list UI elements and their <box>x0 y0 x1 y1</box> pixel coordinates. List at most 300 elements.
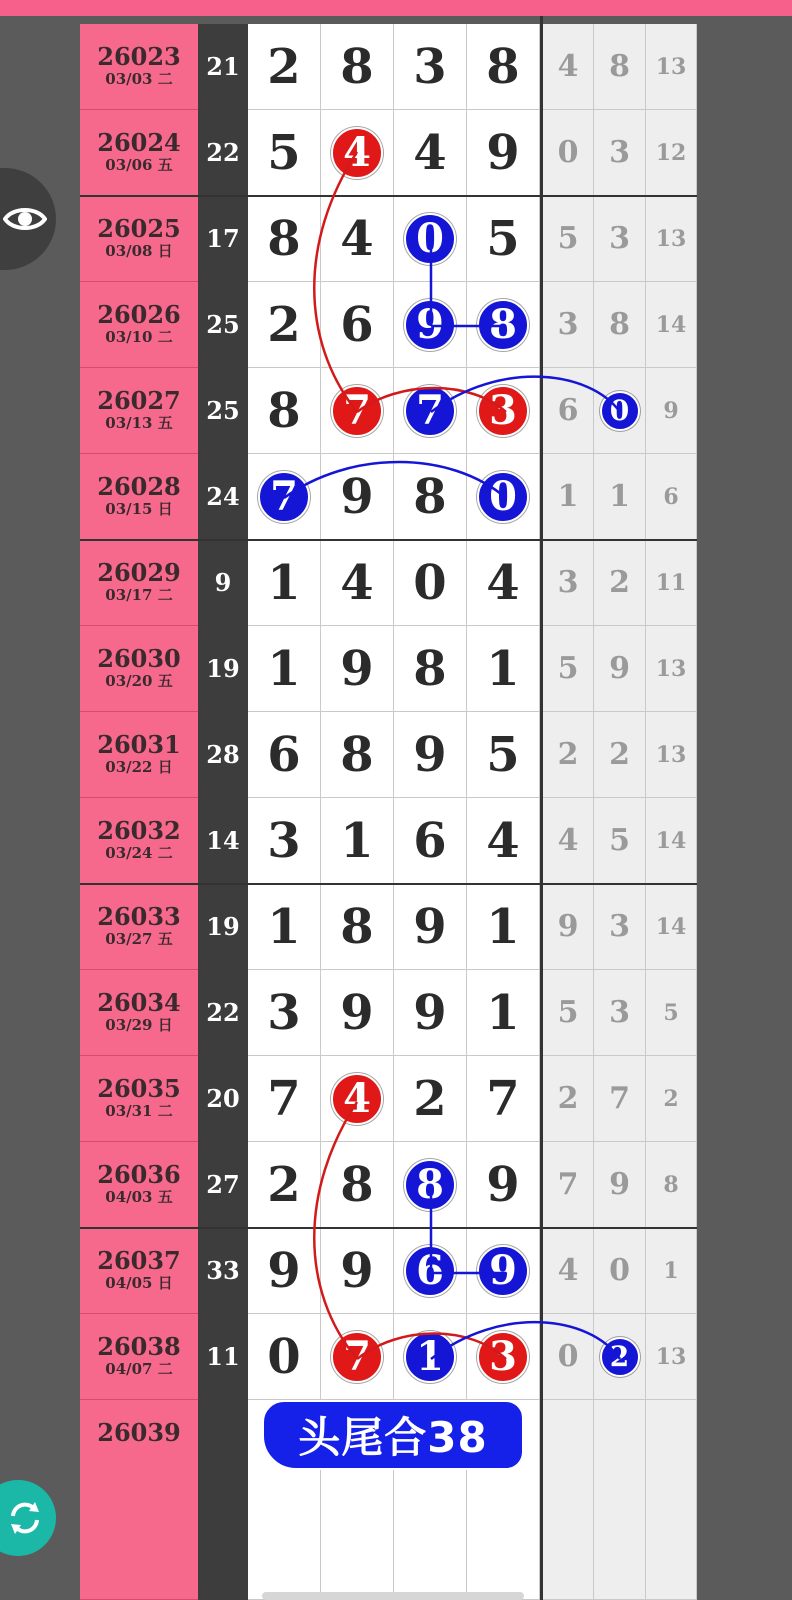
stat-cell <box>594 24 646 110</box>
digit-cell <box>321 626 394 712</box>
issue-cell <box>80 712 198 798</box>
digit-value: 9 <box>486 124 520 181</box>
digit-value: 9 <box>340 1242 374 1299</box>
stat-value: 1 <box>557 479 579 514</box>
red-number-ball: 4 <box>331 127 383 179</box>
stat-cell <box>646 282 697 368</box>
digit-cell <box>321 196 394 282</box>
stat-cell <box>594 884 646 970</box>
digit-cell <box>321 884 394 970</box>
issue-number: 26038 <box>97 1332 181 1361</box>
sum-cell: 20 <box>198 1056 248 1142</box>
stat-value: 5 <box>557 651 579 686</box>
digit-cell <box>321 1142 394 1228</box>
issue-date: 03/29 日 <box>105 1016 173 1034</box>
stat-cell <box>646 1314 697 1400</box>
digit-cell <box>248 540 321 626</box>
digit-cell <box>248 970 321 1056</box>
red-number-ball: 3 <box>477 385 529 437</box>
issue-number: 26035 <box>97 1074 181 1103</box>
digit-cell <box>248 884 321 970</box>
digit-cell <box>248 798 321 884</box>
sum-cell: 17 <box>198 196 248 282</box>
stat-value: 4 <box>557 823 579 858</box>
digit-cell <box>394 368 467 454</box>
stat-cell <box>646 798 697 884</box>
eye-icon <box>3 204 47 234</box>
digit-value: 1 <box>267 640 301 697</box>
sum-badge: 头尾合38 <box>262 1400 524 1470</box>
digit-cell <box>321 540 394 626</box>
digit-value: 8 <box>340 726 374 783</box>
digit-cell <box>394 1228 467 1314</box>
sum-cell: 33 <box>198 1228 248 1314</box>
issue-number: 26036 <box>97 1160 181 1189</box>
digit-cell <box>394 1314 467 1400</box>
issue-number: 26037 <box>97 1246 181 1275</box>
issue-cell <box>80 196 198 282</box>
digit-cell <box>467 24 540 110</box>
digit-cell <box>394 798 467 884</box>
digit-value: 0 <box>267 1328 301 1385</box>
issue-number: 26026 <box>97 300 181 329</box>
blue-number-ball: 9 <box>477 1245 529 1297</box>
digit-value: 8 <box>486 38 520 95</box>
stat-cell <box>594 712 646 798</box>
digit-cell <box>394 970 467 1056</box>
stat-cell <box>646 626 697 712</box>
stat-value: 5 <box>557 221 579 256</box>
digit-cell <box>394 282 467 368</box>
sum-cell: 22 <box>198 970 248 1056</box>
issue-number: 26024 <box>97 128 181 157</box>
stat-cell <box>543 1228 594 1314</box>
stat-value: 14 <box>655 827 687 854</box>
issue-cell <box>80 454 198 540</box>
digit-value: 2 <box>267 1156 301 1213</box>
digit-value: 1 <box>486 640 520 697</box>
stat-value: 13 <box>655 1343 687 1370</box>
digit-value: 3 <box>413 38 447 95</box>
issue-cell <box>80 1400 198 1600</box>
stat-cell <box>646 1056 697 1142</box>
digit-cell <box>467 1056 540 1142</box>
issue-date: 03/31 二 <box>105 1102 173 1120</box>
blue-number-ball: 8 <box>477 299 529 351</box>
digit-cell <box>467 1314 540 1400</box>
stat-cell <box>543 884 594 970</box>
issue-cell <box>80 884 198 970</box>
digit-value: 9 <box>340 984 374 1041</box>
issue-date: 03/20 五 <box>105 672 173 690</box>
sum-cell <box>198 1400 248 1600</box>
digit-cell <box>248 24 321 110</box>
digit-cell <box>321 798 394 884</box>
digit-value: 8 <box>413 468 447 525</box>
issue-cell <box>80 1056 198 1142</box>
digit-value: 1 <box>486 898 520 955</box>
digit-cell <box>321 1056 394 1142</box>
issue-number: 26039 <box>97 1418 181 1447</box>
stat-cell <box>543 1056 594 1142</box>
refresh-icon <box>5 1498 45 1538</box>
digit-cell <box>394 884 467 970</box>
stat-value: 5 <box>609 823 630 858</box>
sum-cell: 21 <box>198 24 248 110</box>
digit-value: 4 <box>486 554 520 611</box>
right-margin <box>697 16 792 1600</box>
stat-cell <box>543 1142 594 1228</box>
digit-cell <box>394 24 467 110</box>
digit-cell <box>394 1056 467 1142</box>
digit-value: 7 <box>486 1070 520 1127</box>
issue-date: 03/06 五 <box>105 156 173 174</box>
sum-cell: 19 <box>198 884 248 970</box>
digit-cell <box>467 970 540 1056</box>
blue-number-ball: 0 <box>404 213 456 265</box>
digit-cell <box>248 282 321 368</box>
stat-value: 13 <box>655 53 687 80</box>
digit-value: 2 <box>267 296 301 353</box>
stat-value: 8 <box>663 1171 679 1198</box>
stat-value: 2 <box>663 1085 679 1112</box>
issue-number: 26027 <box>97 386 181 415</box>
issue-cell <box>80 798 198 884</box>
digit-value: 9 <box>413 726 447 783</box>
column-separator <box>540 16 543 1600</box>
stat-value: 3 <box>557 307 579 342</box>
digit-cell <box>467 1228 540 1314</box>
group-separator <box>80 539 697 541</box>
stat-value: 5 <box>663 999 679 1026</box>
digit-value: 6 <box>340 296 374 353</box>
digit-cell <box>248 454 321 540</box>
digit-cell <box>321 282 394 368</box>
issue-date: 03/03 二 <box>105 70 173 88</box>
stat-value: 5 <box>557 995 579 1030</box>
stat-cell <box>646 1142 697 1228</box>
stat-value: 6 <box>663 483 679 510</box>
digit-cell <box>321 454 394 540</box>
issue-number: 26025 <box>97 214 181 243</box>
stat-value: 11 <box>655 569 687 596</box>
stat-cell <box>594 1228 646 1314</box>
issue-number: 26034 <box>97 988 181 1017</box>
issue-cell <box>80 24 198 110</box>
issue-number: 26033 <box>97 902 181 931</box>
stat-cell <box>646 540 697 626</box>
stat-cell <box>646 712 697 798</box>
horizontal-scrollbar[interactable] <box>262 1592 524 1600</box>
digit-cell <box>467 712 540 798</box>
blue-number-ball: 1 <box>404 1331 456 1383</box>
issue-number: 26032 <box>97 816 181 845</box>
issue-number: 26029 <box>97 558 181 587</box>
digit-cell <box>321 368 394 454</box>
digit-cell <box>248 1228 321 1314</box>
digit-value: 5 <box>486 726 520 783</box>
stat-cell <box>646 1228 697 1314</box>
sum-cell: 25 <box>198 368 248 454</box>
stat-value: 3 <box>609 995 630 1030</box>
stat-cell <box>543 712 594 798</box>
blue-number-ball: 8 <box>404 1159 456 1211</box>
issue-cell <box>80 1142 198 1228</box>
stat-value: 9 <box>609 1167 630 1202</box>
stat-value: 0 <box>557 135 579 170</box>
digit-value: 0 <box>413 554 447 611</box>
stat-value: 3 <box>609 135 630 170</box>
stat-cell <box>646 970 697 1056</box>
stat-cell <box>543 454 594 540</box>
digit-cell <box>321 110 394 196</box>
red-number-ball: 7 <box>331 385 383 437</box>
red-number-ball: 3 <box>477 1331 529 1383</box>
stat-cell <box>543 626 594 712</box>
issue-date: 03/22 日 <box>105 758 173 776</box>
stat-cell <box>594 1056 646 1142</box>
stat-cell <box>543 196 594 282</box>
stat-value: 6 <box>557 393 579 428</box>
stat-value: 13 <box>655 655 687 682</box>
stat-value: 8 <box>609 307 630 342</box>
blue-number-ball: 0 <box>477 471 529 523</box>
digit-value: 3 <box>267 812 301 869</box>
group-separator <box>80 1227 697 1229</box>
digit-cell <box>248 110 321 196</box>
digit-cell <box>321 24 394 110</box>
digit-cell <box>394 454 467 540</box>
issue-date: 03/08 日 <box>105 242 173 260</box>
digit-value: 6 <box>267 726 301 783</box>
digit-value: 9 <box>413 984 447 1041</box>
blue-number-ball: 2 <box>600 1337 640 1377</box>
stat-value: 0 <box>609 1253 630 1288</box>
stat-value: 12 <box>655 139 687 166</box>
digit-value: 4 <box>340 554 374 611</box>
issue-number: 26028 <box>97 472 181 501</box>
issue-cell <box>80 1314 198 1400</box>
digit-value: 7 <box>267 1070 301 1127</box>
digit-cell <box>467 454 540 540</box>
issue-date: 03/13 五 <box>105 414 173 432</box>
digit-value: 8 <box>340 38 374 95</box>
stat-cell <box>594 626 646 712</box>
group-separator <box>80 883 697 885</box>
digit-value: 9 <box>267 1242 301 1299</box>
digit-value: 4 <box>340 210 374 267</box>
digit-cell <box>394 110 467 196</box>
stat-value: 3 <box>557 565 579 600</box>
stat-value: 4 <box>557 1253 579 1288</box>
digit-cell <box>467 626 540 712</box>
digit-value: 9 <box>486 1156 520 1213</box>
digit-cell <box>467 368 540 454</box>
stat-cell <box>543 798 594 884</box>
blue-number-ball: 9 <box>404 299 456 351</box>
group-separator <box>80 195 697 197</box>
stat-cell <box>543 368 594 454</box>
stat-value: 2 <box>609 565 630 600</box>
stat-cell <box>646 884 697 970</box>
digit-cell <box>248 626 321 712</box>
digit-cell <box>394 712 467 798</box>
digit-cell <box>394 196 467 282</box>
stat-value: 8 <box>609 49 630 84</box>
issue-date: 03/15 日 <box>105 500 173 518</box>
digit-value: 9 <box>413 898 447 955</box>
stat-value: 9 <box>609 651 630 686</box>
stat-cell <box>594 970 646 1056</box>
stat-cell <box>646 110 697 196</box>
issue-cell <box>80 540 198 626</box>
sum-cell: 24 <box>198 454 248 540</box>
issue-number: 26031 <box>97 730 181 759</box>
issue-date: 03/24 二 <box>105 844 173 862</box>
sum-cell: 11 <box>198 1314 248 1400</box>
stat-cell <box>594 540 646 626</box>
digit-cell <box>467 282 540 368</box>
stat-cell <box>646 1400 697 1600</box>
issue-date: 04/07 二 <box>105 1360 173 1378</box>
stat-cell <box>594 196 646 282</box>
digit-value: 2 <box>267 38 301 95</box>
digit-value: 6 <box>413 812 447 869</box>
issue-cell <box>80 970 198 1056</box>
stat-cell <box>543 1400 594 1600</box>
blue-number-ball: 6 <box>404 1245 456 1297</box>
digit-cell <box>248 712 321 798</box>
digit-cell <box>321 970 394 1056</box>
stat-cell <box>543 1314 594 1400</box>
issue-cell <box>80 1228 198 1314</box>
stat-cell <box>543 970 594 1056</box>
digit-value: 2 <box>413 1070 447 1127</box>
digit-value: 9 <box>340 468 374 525</box>
issue-date: 04/03 五 <box>105 1188 173 1206</box>
issue-date: 03/27 五 <box>105 930 173 948</box>
stat-value: 13 <box>655 741 687 768</box>
red-number-ball: 7 <box>331 1331 383 1383</box>
stat-cell <box>543 24 594 110</box>
stat-cell <box>594 798 646 884</box>
blue-number-ball: 7 <box>258 471 310 523</box>
digit-value: 1 <box>340 812 374 869</box>
issue-cell <box>80 282 198 368</box>
digit-cell <box>467 884 540 970</box>
stat-cell <box>594 1314 646 1400</box>
digit-value: 5 <box>267 124 301 181</box>
issue-cell <box>80 368 198 454</box>
issue-date: 03/10 二 <box>105 328 173 346</box>
digit-cell <box>467 196 540 282</box>
digit-cell <box>248 1142 321 1228</box>
stat-value: 13 <box>655 225 687 252</box>
digit-value: 1 <box>486 984 520 1041</box>
digit-value: 1 <box>267 554 301 611</box>
stat-value: 9 <box>663 397 679 424</box>
issue-number: 26023 <box>97 42 181 71</box>
stat-value: 1 <box>609 479 630 514</box>
stat-cell <box>646 24 697 110</box>
digit-cell <box>248 196 321 282</box>
stat-value: 7 <box>609 1081 630 1116</box>
blue-number-ball: 0 <box>600 391 640 431</box>
digit-value: 9 <box>340 640 374 697</box>
digit-cell <box>467 540 540 626</box>
stat-cell <box>594 368 646 454</box>
issue-date: 04/05 日 <box>105 1274 173 1292</box>
digit-value: 5 <box>486 210 520 267</box>
stat-cell <box>594 282 646 368</box>
stat-cell <box>543 540 594 626</box>
stat-value: 0 <box>557 1339 579 1374</box>
digit-cell <box>321 1228 394 1314</box>
stat-value: 4 <box>557 49 579 84</box>
digit-value: 1 <box>267 898 301 955</box>
stat-value: 2 <box>609 737 630 772</box>
digit-value: 4 <box>413 124 447 181</box>
stat-value: 9 <box>557 909 579 944</box>
digit-value: 8 <box>340 1156 374 1213</box>
digit-cell <box>394 1142 467 1228</box>
digit-cell <box>467 110 540 196</box>
stat-cell <box>646 196 697 282</box>
stat-value: 2 <box>557 1081 579 1116</box>
sum-cell: 14 <box>198 798 248 884</box>
stat-value: 2 <box>557 737 579 772</box>
stat-value: 3 <box>609 909 630 944</box>
digit-cell <box>467 798 540 884</box>
digit-value: 8 <box>413 640 447 697</box>
stat-value: 1 <box>663 1257 679 1284</box>
stat-value: 14 <box>655 311 687 338</box>
stat-value: 3 <box>609 221 630 256</box>
digit-cell <box>467 1142 540 1228</box>
stat-cell <box>543 282 594 368</box>
sum-cell: 9 <box>198 540 248 626</box>
stat-cell <box>543 110 594 196</box>
digit-cell <box>394 626 467 712</box>
sum-cell: 22 <box>198 110 248 196</box>
issue-cell <box>80 626 198 712</box>
digit-value: 8 <box>340 898 374 955</box>
issue-cell <box>80 110 198 196</box>
sum-cell: 19 <box>198 626 248 712</box>
stat-cell <box>594 454 646 540</box>
digit-cell <box>321 1314 394 1400</box>
digit-value: 3 <box>267 984 301 1041</box>
digit-value: 8 <box>267 210 301 267</box>
digit-value: 8 <box>267 382 301 439</box>
blue-number-ball: 7 <box>404 385 456 437</box>
sum-cell: 28 <box>198 712 248 798</box>
stat-cell <box>594 1142 646 1228</box>
stat-value: 7 <box>557 1167 579 1202</box>
digit-value: 4 <box>486 812 520 869</box>
digit-cell <box>248 368 321 454</box>
issue-date: 03/17 二 <box>105 586 173 604</box>
sum-cell: 27 <box>198 1142 248 1228</box>
issue-number: 26030 <box>97 644 181 673</box>
digit-cell <box>321 712 394 798</box>
sum-cell: 25 <box>198 282 248 368</box>
digit-cell <box>394 540 467 626</box>
stat-cell <box>646 454 697 540</box>
stat-cell <box>646 368 697 454</box>
digit-cell <box>248 1314 321 1400</box>
stat-cell <box>594 1400 646 1600</box>
